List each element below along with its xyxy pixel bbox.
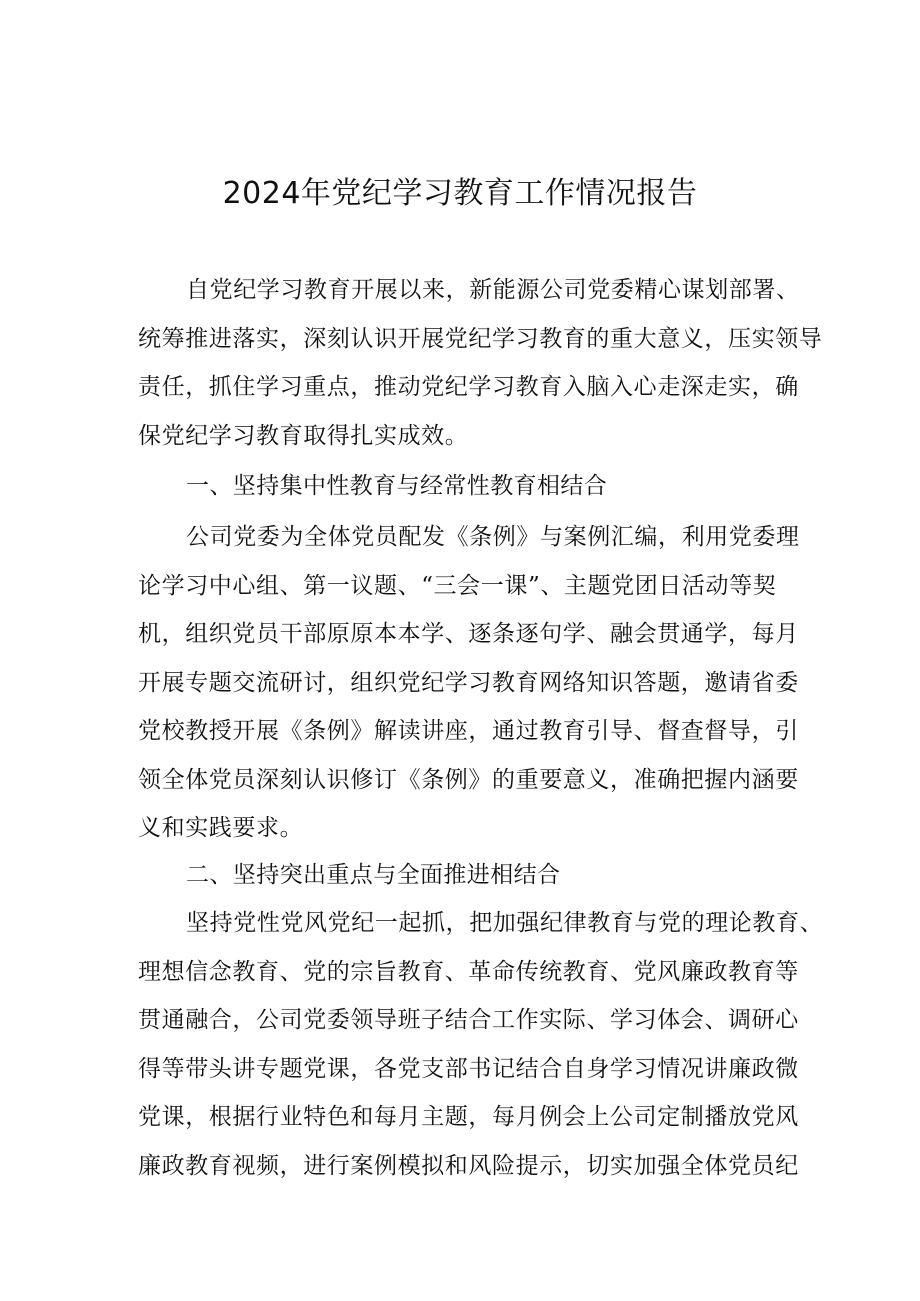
paragraph-line: 坚持党性党风党纪一起抓，把加强纪律教育与党的理论教育、 (186, 910, 824, 936)
paragraph-line: 机，组织党员干部原原本本学、逐条逐句学、融会贯通学，每月 (138, 621, 799, 647)
paragraph-line: 开展专题交流研讨，组织党纪学习教育网络知识答题，邀请省委 (138, 669, 799, 696)
paragraph-line: 责任，抓住学习重点，推动党纪学习教育入脑入心走深走实，确 (138, 374, 799, 400)
paragraph-line: 保党纪学习教育取得扎实成效。 (138, 422, 469, 449)
paragraph-line: 理想信念教育、党的宗旨教育、革命传统教育、党风廉政教育等 (138, 958, 799, 985)
paragraph-line: 领全体党员深刻认识修订《条例》的重要意义，准确把握内涵要 (138, 766, 799, 793)
document-title: 2024年党纪学习教育工作情况报告 (222, 176, 698, 211)
paragraph-line: 党课，根据行业特色和每月主题，每月例会上公司定制播放党风 (138, 1104, 799, 1130)
intro-paragraph (138, 266, 823, 460)
paragraph-line: 义和实践要求。 (138, 815, 304, 841)
section-heading-1: 一、坚持集中性教育与经常性教育相结合 (186, 473, 608, 499)
paragraph-line: 廉政教育视频，进行案例模拟和风险提示，切实加强全体党员纪 (138, 1152, 799, 1179)
section-2-paragraph (138, 899, 824, 1190)
section-1-paragraph (138, 513, 800, 853)
paragraph-line: 自党纪学习教育开展以来，新能源公司党委精心谋划部署、 (186, 277, 800, 303)
paragraph-line: 贯通融合，公司党委领导班子结合工作实际、学习体会、调研心 (138, 1007, 799, 1033)
paragraph-line: 党校教授开展《条例》解读讲座，通过教育引导、督查督导，引 (138, 718, 799, 744)
paragraph-line: 论学习中心组、第一议题、“三会一课”、主题党团日活动等契 (138, 572, 777, 599)
paragraph-line: 统筹推进落实，深刻认识开展党纪学习教育的重大意义，压实领导 (138, 325, 823, 352)
paragraph-line: 得等带头讲专题党课，各党支部书记结合自身学习情况讲廉政微 (138, 1055, 799, 1082)
section-heading-2: 二、坚持突出重点与全面推进相结合 (186, 862, 561, 888)
paragraph-line: 公司党委为全体党员配发《条例》与案例汇编，利用党委理 (186, 524, 800, 550)
